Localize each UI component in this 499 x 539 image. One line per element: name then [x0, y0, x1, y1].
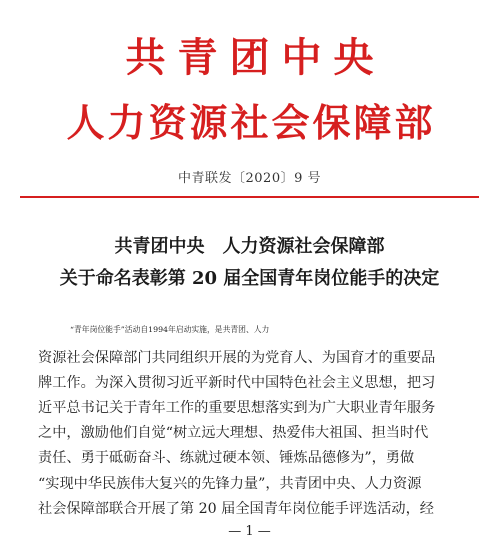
page-number: — 1 —	[228, 524, 271, 539]
body-line-7: “实现中华民族伟大复兴的先锋力量”，共青团中央、人力资源	[38, 476, 422, 492]
document-number: 中青联发〔2020〕9 号	[178, 171, 321, 186]
body-line-3: 牌工作。为深入贯彻习近平新时代中国特色社会主义思想，把习	[38, 375, 436, 391]
document-title-line-1: 共青团中央 人力资源社会保障部	[114, 236, 385, 257]
red-header-divider	[20, 196, 479, 198]
body-line-2: 资源社会保障部门共同组织开展的为党育人、为国育才的重要品	[38, 350, 436, 366]
body-line-8: 社会保障部联合开展了第 20 届全国青年岗位能手评选活动，经	[38, 501, 434, 517]
body-line-4: 近平总书记关于青年工作的重要思想落实到为广大职业青年服务	[38, 400, 436, 416]
body-line-5: 之中，激励他们自觉“树立远大理想、热爱伟大祖国、担当时代	[38, 425, 429, 441]
document-title-line-2: 关于命名表彰第 20 届全国青年岗位能手的决定	[59, 268, 440, 289]
issuer-name-hr-ministry: 人力资源社会保障部	[66, 100, 436, 145]
body-line-6: 责任、勇于砥砺奋斗、练就过硬本领、锤炼品德修为”，勇做	[38, 450, 415, 466]
issuer-name-youth-league: 共青团中央	[125, 34, 386, 81]
body-line-1: “青年岗位能手”活动自1994年启动实施，是共青团、人力	[70, 325, 270, 334]
